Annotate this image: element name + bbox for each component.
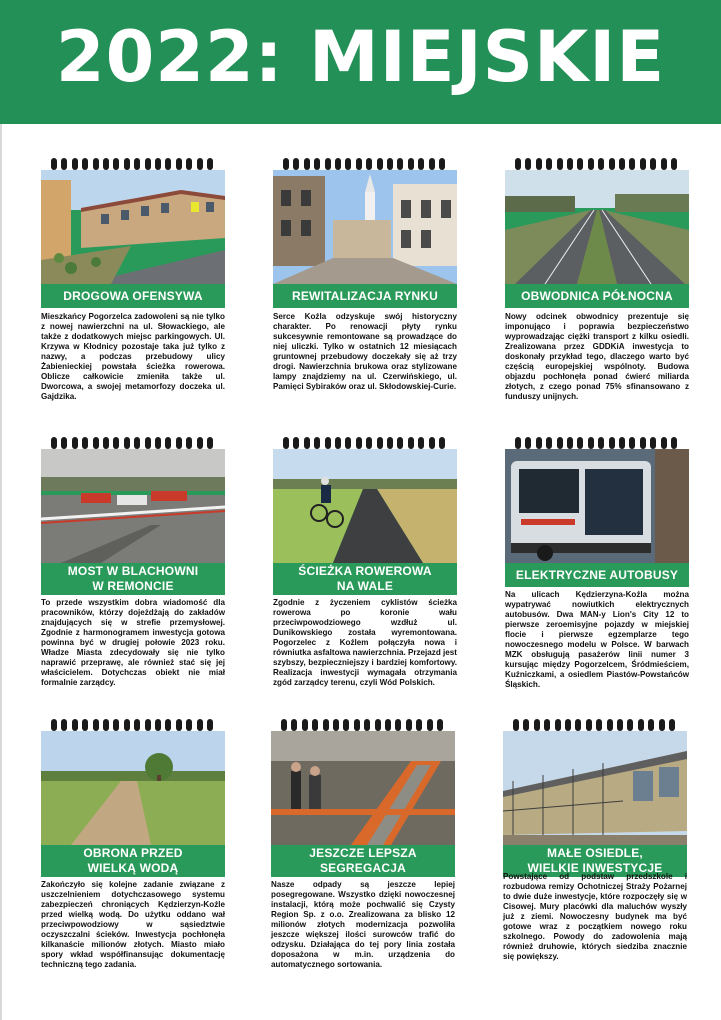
ring-icon <box>565 719 571 731</box>
card-title <box>41 563 225 595</box>
ring-icon <box>82 437 88 449</box>
ring-icon <box>335 437 341 449</box>
ring-icon <box>325 437 331 449</box>
ring-icon <box>283 437 289 449</box>
card-title-line: MOST W BLACHOWNI <box>67 564 199 578</box>
ring-icon <box>437 719 443 731</box>
ring-icon <box>387 158 393 170</box>
ring-icon <box>325 158 331 170</box>
ring-icon <box>577 158 583 170</box>
ring-icon <box>366 437 372 449</box>
card-title-line: OBRONA PRZED <box>83 846 183 860</box>
card-title-line: ELEKTRYCZNE AUTOBUSY <box>515 567 679 582</box>
card-title <box>271 845 455 877</box>
ring-icon <box>345 158 351 170</box>
card-title-line: W REMONCIE <box>92 579 174 593</box>
calendar-rings-icon <box>51 437 215 449</box>
ring-icon <box>515 158 521 170</box>
ring-icon <box>72 719 78 731</box>
ring-icon <box>155 158 161 170</box>
ring-icon <box>93 437 99 449</box>
photo-street <box>41 170 225 284</box>
ring-icon <box>82 719 88 731</box>
ring-icon <box>575 719 581 731</box>
card-text: Zakończyło się kolejne zadanie związane z uszczelnieniem dotychczasowego systemu zabezpieczeń chroniących Kędzierzyn-Koźle przed wielką wodą. Do użytku oddano wał przeciwpowodziowy w sąsiedztwie oczyszczalni ścieków. Inwestycja pochłonęła kilkanaście milionów złotych. Miasto miało spory wkład współfinansując dokumentację techniczną tego zadania. <box>41 880 225 970</box>
ring-icon <box>145 158 151 170</box>
ring-icon <box>356 158 362 170</box>
ring-icon <box>145 719 151 731</box>
photo-market-square <box>273 170 457 284</box>
ring-icon <box>134 719 140 731</box>
ring-icon <box>186 437 192 449</box>
ring-icon <box>377 437 383 449</box>
calendar-rings-icon <box>283 437 447 449</box>
ring-icon <box>557 158 563 170</box>
card-title <box>505 563 689 587</box>
ring-icon <box>176 719 182 731</box>
card-title-line: ŚCIEŻKA ROWEROWA <box>298 564 432 578</box>
ring-icon <box>536 437 542 449</box>
ring-icon <box>113 437 119 449</box>
ring-icon <box>671 437 677 449</box>
ring-icon <box>523 719 529 731</box>
ring-icon <box>134 437 140 449</box>
header-banner <box>0 0 721 124</box>
card-text: Nasze odpady są jeszcze lepiej posegregowane. Wszystko dzięki nowoczesnej instalacji, którą może pochwalić się Czysty Region Sp. z o.o. Zrealizowana za blisko 12 milionów złotych modernizacja pozwoliła jeszcze większej ilości surowców trafić do odzysku. Działająca do tej pory linia została doposażona w m.in. urządzenia do automatycznego sortowania. <box>271 880 455 970</box>
ring-icon <box>61 719 67 731</box>
card-text: Mieszkańcy Pogorzelca zadowoleni są nie tylko z nowej nawierzchni na ul. Słowackiego, ale także z dodatkowych miejsc parkingowych. Ul. Krzywa w Kłodnicy pozostaje taka już tylko z nazwy, a podczas przebudowy ulicy Żabienieckiej powstała ścieżka rowerowa. Oblicze całkowicie zmieniła także ul. Dworcowa, a swojej metamorfozy doczeka ul. Gajdzika. <box>41 312 225 402</box>
ring-icon <box>207 719 213 731</box>
ring-icon <box>536 158 542 170</box>
ring-icon <box>314 437 320 449</box>
ring-icon <box>640 437 646 449</box>
ring-icon <box>567 158 573 170</box>
card-title <box>273 563 457 595</box>
ring-icon <box>82 158 88 170</box>
ring-icon <box>293 158 299 170</box>
ring-icon <box>546 158 552 170</box>
ring-icon <box>93 719 99 731</box>
calendar-rings-icon <box>51 158 215 170</box>
ring-icon <box>293 437 299 449</box>
ring-icon <box>577 437 583 449</box>
ring-icon <box>302 719 308 731</box>
ring-icon <box>629 437 635 449</box>
photo-electric-bus <box>505 449 689 563</box>
ring-icon <box>598 158 604 170</box>
ring-icon <box>439 158 445 170</box>
ring-icon <box>323 719 329 731</box>
card-title-line: WIELKIE INWESTYCJE <box>527 861 663 875</box>
card-title-line: NA WALE <box>336 579 394 593</box>
photo-flood-embankment <box>41 731 225 845</box>
ring-icon <box>544 719 550 731</box>
ring-icon <box>515 437 521 449</box>
card-title <box>505 284 689 308</box>
ring-icon <box>207 158 213 170</box>
ring-icon <box>281 719 287 731</box>
ring-icon <box>124 437 130 449</box>
ring-icon <box>429 437 435 449</box>
card-title-line: WIELKĄ WODĄ <box>87 861 179 875</box>
ring-icon <box>567 437 573 449</box>
ring-icon <box>124 719 130 731</box>
ring-icon <box>291 719 297 731</box>
ring-icon <box>113 719 119 731</box>
calendar-rings-icon <box>515 437 679 449</box>
ring-icon <box>609 437 615 449</box>
card-text: Zgodnie z życzeniem cyklistów ścieżka rowerowa po koronie wału przeciwpowodziowego wzdłuż ul. Dunikowskiego została wyremontowana. Pogorzelec z Koźlem połączyła nowa i równiutka asfaltowa nawierzchnia. Przejazd jest szybszy, bezpieczniejszy i bardziej komfortowy. Realizacja inwestycji wymagała otrzymania zgód zarządcy terenu, czyli Wód Polskich. <box>273 598 457 688</box>
ring-icon <box>385 719 391 731</box>
ring-icon <box>356 437 362 449</box>
ring-icon <box>607 719 613 731</box>
card-text: To przede wszystkim dobra wiadomość dla pracowników, którzy dojeżdżają do zakładów znajdujących się w strefie przemysłowej. Zgodnie z harmonogramem inwestycja gotowa powinna być w drugiej połowie 2023 roku. Władze Miasta zdecydowały się nie tylko naprawić przeprawę, ale również stać się jej właścicielem. Dotychczas obiekt nie miał formalnie zarządcy. <box>41 598 225 688</box>
ring-icon <box>418 437 424 449</box>
ring-icon <box>427 719 433 731</box>
ring-icon <box>155 719 161 731</box>
page-border <box>0 0 2 1020</box>
ring-icon <box>312 719 318 731</box>
ring-icon <box>283 158 289 170</box>
page-title: 2022: MIEJSKIE <box>55 16 666 98</box>
ring-icon <box>395 719 401 731</box>
card-title <box>41 284 225 308</box>
ring-icon <box>406 719 412 731</box>
ring-icon <box>588 437 594 449</box>
photo-bridge-repair <box>41 449 225 563</box>
ring-icon <box>93 158 99 170</box>
ring-icon <box>609 158 615 170</box>
ring-icon <box>534 719 540 731</box>
ring-icon <box>197 158 203 170</box>
ring-icon <box>103 437 109 449</box>
ring-icon <box>176 437 182 449</box>
card-text: Na ulicach Kędzierzyna-Koźla można wypatrywać nowiutkich elektrycznych autobusów. Dwa MAN-y Lion's City 12 to pierwsze zeroemisyjne pojazdy w miejskiej flocie i pierwsze egzemplarze tego nowoczesnego modelu w Polsce. W barwach MZK obsługują pasażerów linii numer 3 kursując między Pogorzelcem, Śródmieściem, Kuźniczkami, a osiedlem Piastów-Powstańców Śląskich. <box>505 590 689 690</box>
card-title <box>41 845 225 877</box>
card-text: Nowy odcinek obwodnicy prezentuje się imponująco i poprawia bezpieczeństwo wyprowadzając ciężki transport z kilku osiedli. Zrealizowana przez GDDKiA inwestycja to doskonały przykład tego, dlaczego warto być częścią europejskiej wspólnoty. Budowa objazdu pochłonęła ponad ćwierć miliarda złotych, z czego ponad 75% sfinansowano z funduszy unijnych. <box>505 312 689 402</box>
card-text: Serce Koźla odzyskuje swój historyczny charakter. Po renowacji płyty rynku sukcesywnie remontowane są prowadzące do niej uliczki. Tylko w ostatnich 12 miesiącach gruntownej przebudowy doczekały się aż trzy drogi. Nawierzchnia brukowa oraz stylizowane lampy znajdziemy na ul. Czerwińskiego, ul. Pamięci Sybiraków oraz ul. Skłodowskiej-Curie. <box>273 312 457 392</box>
ring-icon <box>61 437 67 449</box>
ring-icon <box>638 719 644 731</box>
ring-icon <box>617 719 623 731</box>
ring-icon <box>397 158 403 170</box>
ring-icon <box>640 158 646 170</box>
ring-icon <box>207 437 213 449</box>
ring-icon <box>103 158 109 170</box>
ring-icon <box>377 158 383 170</box>
ring-icon <box>588 158 594 170</box>
card-title-line: SEGREGACJA <box>319 861 406 875</box>
ring-icon <box>661 437 667 449</box>
ring-icon <box>165 719 171 731</box>
ring-icon <box>629 158 635 170</box>
ring-icon <box>408 437 414 449</box>
ring-icon <box>661 158 667 170</box>
ring-icon <box>51 719 57 731</box>
card-title-line: DROGOWA OFENSYWA <box>63 288 203 303</box>
ring-icon <box>669 719 675 731</box>
photo-bypass-road <box>505 170 689 284</box>
ring-icon <box>155 437 161 449</box>
ring-icon <box>134 158 140 170</box>
ring-icon <box>596 719 602 731</box>
ring-icon <box>397 437 403 449</box>
ring-icon <box>659 719 665 731</box>
ring-icon <box>557 437 563 449</box>
ring-icon <box>387 437 393 449</box>
ring-icon <box>314 158 320 170</box>
ring-icon <box>176 158 182 170</box>
ring-icon <box>416 719 422 731</box>
ring-icon <box>197 719 203 731</box>
ring-icon <box>345 437 351 449</box>
ring-icon <box>354 719 360 731</box>
card-title-line: JESZCZE LEPSZA <box>309 846 417 860</box>
ring-icon <box>513 719 519 731</box>
ring-icon <box>72 158 78 170</box>
calendar-rings-icon <box>513 719 677 731</box>
ring-icon <box>525 158 531 170</box>
ring-icon <box>165 158 171 170</box>
photo-construction <box>503 731 687 845</box>
ring-icon <box>186 719 192 731</box>
ring-icon <box>304 437 310 449</box>
ring-icon <box>72 437 78 449</box>
ring-icon <box>650 437 656 449</box>
ring-icon <box>61 158 67 170</box>
ring-icon <box>197 437 203 449</box>
ring-icon <box>51 437 57 449</box>
calendar-rings-icon <box>515 158 679 170</box>
ring-icon <box>408 158 414 170</box>
ring-icon <box>375 719 381 731</box>
photo-bike-path <box>273 449 457 563</box>
ring-icon <box>364 719 370 731</box>
ring-icon <box>555 719 561 731</box>
ring-icon <box>650 158 656 170</box>
ring-icon <box>333 719 339 731</box>
ring-icon <box>366 158 372 170</box>
ring-icon <box>103 719 109 731</box>
card-text: Powstające od podstaw przedszkole i rozbudowa remizy Ochotniczej Straży Pożarnej to dwie duże inwestycje, które rozpoczęły się w Cisowej. Mury placówki dla maluchów wyszły już z ziemi. Nowoczesny budynek ma być gotowe wraz z początkiem nowego roku szkolnego. Powody do zadowolenia mają również druhowie, których siedziba znacznie się powiększy. <box>503 872 687 962</box>
ring-icon <box>124 158 130 170</box>
ring-icon <box>525 437 531 449</box>
ring-icon <box>113 158 119 170</box>
photo-sorting-plant <box>271 731 455 845</box>
ring-icon <box>598 437 604 449</box>
ring-icon <box>418 158 424 170</box>
ring-icon <box>619 158 625 170</box>
calendar-rings-icon <box>51 719 215 731</box>
calendar-rings-icon <box>283 158 447 170</box>
ring-icon <box>627 719 633 731</box>
ring-icon <box>439 437 445 449</box>
ring-icon <box>648 719 654 731</box>
ring-icon <box>145 437 151 449</box>
ring-icon <box>186 158 192 170</box>
ring-icon <box>165 437 171 449</box>
ring-icon <box>546 437 552 449</box>
ring-icon <box>586 719 592 731</box>
card-title <box>273 284 457 308</box>
ring-icon <box>429 158 435 170</box>
ring-icon <box>619 437 625 449</box>
ring-icon <box>671 158 677 170</box>
ring-icon <box>51 158 57 170</box>
ring-icon <box>304 158 310 170</box>
card-title-line: OBWODNICA PÓŁNOCNA <box>521 288 673 303</box>
ring-icon <box>335 158 341 170</box>
ring-icon <box>343 719 349 731</box>
card-title-line: REWITALIZACJA RYNKU <box>291 288 438 303</box>
calendar-rings-icon <box>281 719 445 731</box>
card-title-line: MAŁE OSIEDLE, <box>547 846 643 860</box>
